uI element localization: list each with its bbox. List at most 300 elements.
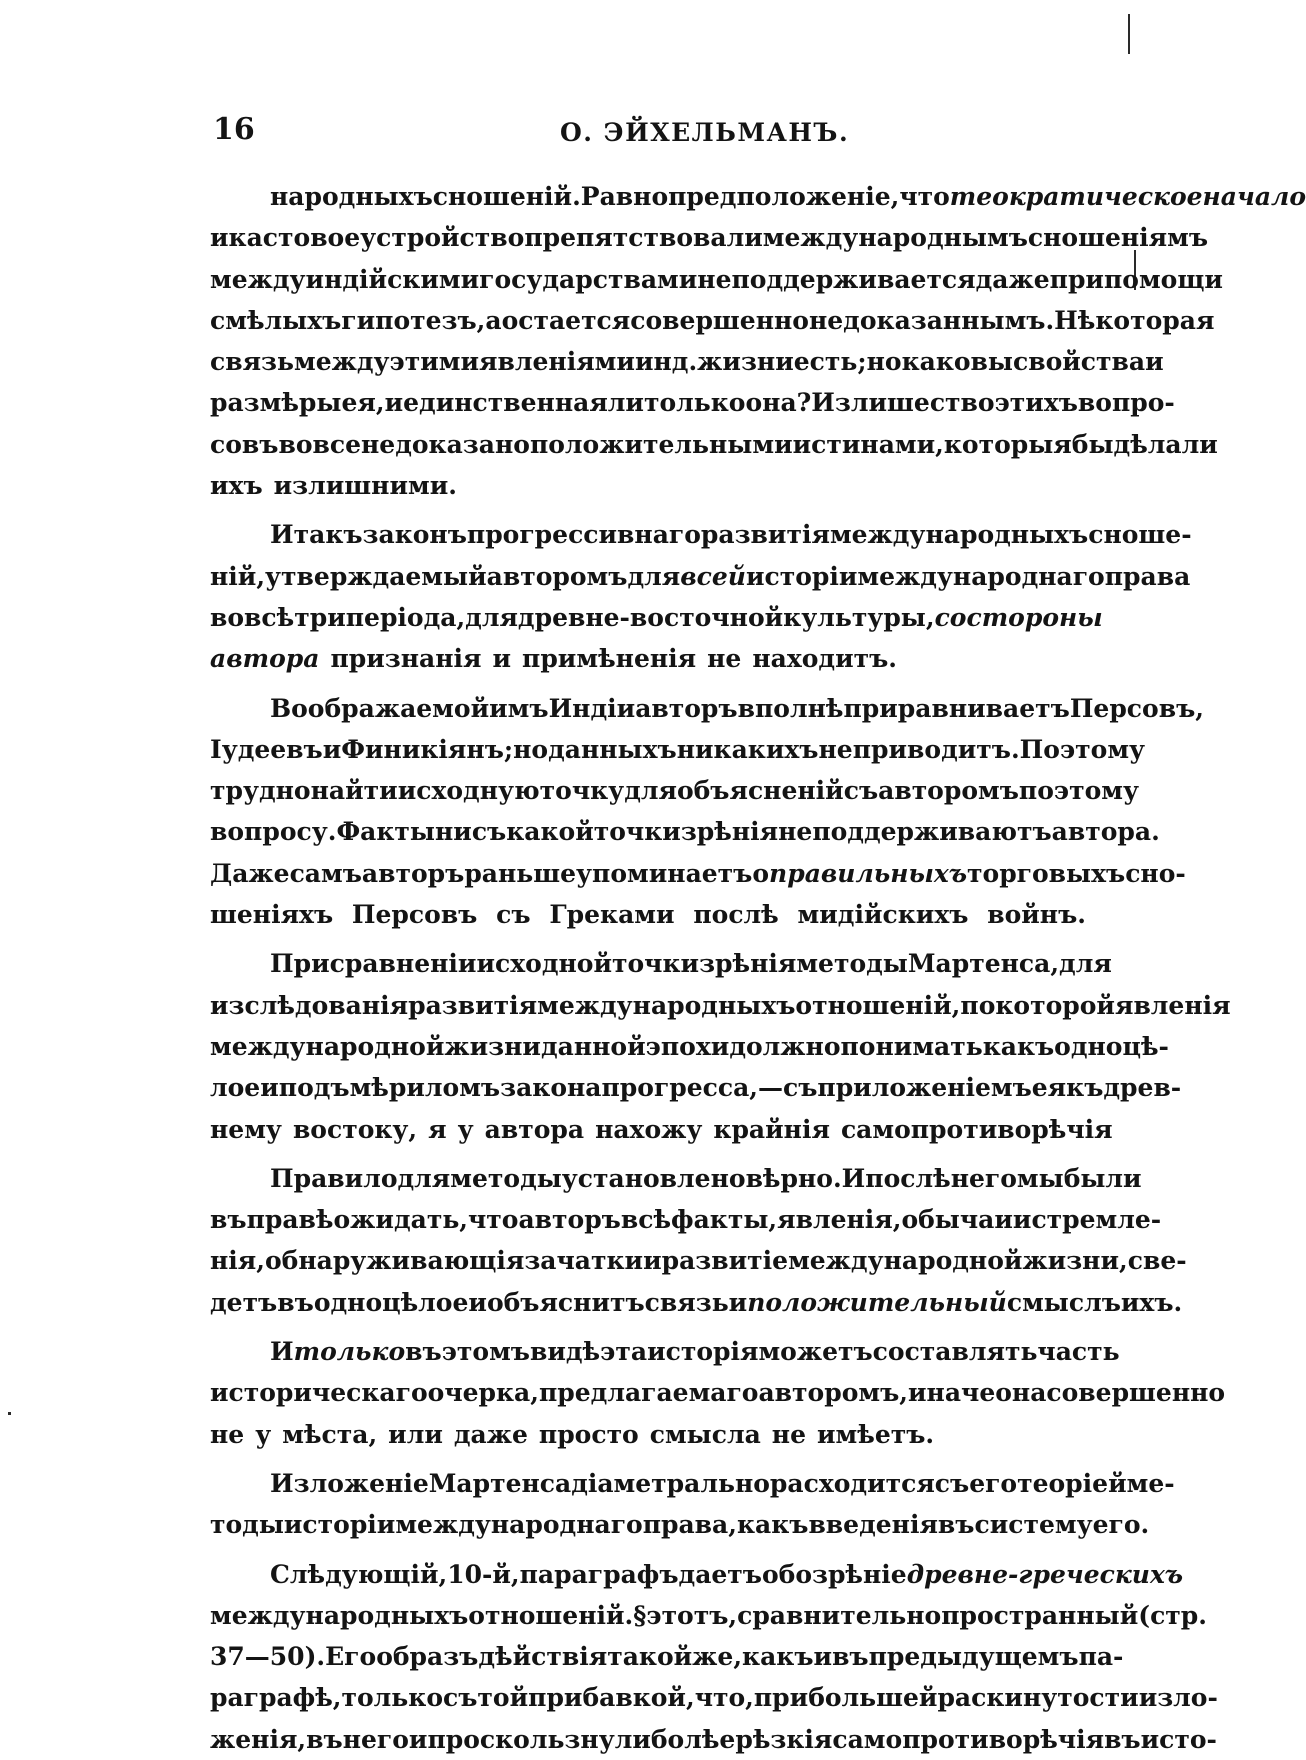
word: точку — [539, 776, 625, 806]
word: ея, — [341, 388, 385, 418]
word: Равно — [580, 182, 669, 211]
word: этому — [1053, 776, 1140, 806]
paragraph — [210, 176, 1306, 506]
word: международныхъ — [210, 1600, 469, 1630]
word: лое — [210, 1073, 261, 1103]
word: нахожу — [595, 1114, 703, 1144]
text-line — [210, 943, 1112, 984]
text-line — [210, 1158, 1142, 1199]
word: стороны — [966, 602, 1103, 632]
text-line — [210, 1636, 1124, 1677]
word: данной — [540, 1031, 646, 1061]
word: Воображаемой — [270, 693, 490, 723]
word: поддерживаютъ — [812, 817, 1052, 847]
word: точки — [593, 817, 681, 847]
word: вѣрно. — [745, 1163, 842, 1193]
text-line — [210, 382, 1175, 423]
word: часть — [1037, 1337, 1120, 1367]
running-head: О. ЭЙХЕЛЬМАНЪ. — [560, 118, 850, 147]
text-line — [210, 597, 1103, 638]
word: и — [643, 1246, 662, 1276]
word: развитія — [408, 990, 538, 1020]
word: которой — [995, 990, 1115, 1020]
word: его. — [1092, 1510, 1150, 1540]
word: о — [752, 858, 770, 888]
paragraph — [210, 1158, 1187, 1323]
word: сравненіи — [329, 949, 477, 979]
word: со — [934, 602, 967, 632]
word: закона — [500, 1073, 602, 1103]
word: совершенно — [630, 305, 809, 335]
text-line — [210, 1026, 1169, 1067]
word: въ — [210, 1205, 247, 1235]
word: жизни, — [1022, 1246, 1128, 1276]
word: смысла — [649, 1419, 761, 1449]
word: по — [960, 990, 996, 1020]
word: вопро- — [1077, 388, 1175, 418]
word: препятствовали — [524, 223, 763, 253]
word: § — [633, 1600, 647, 1630]
word: И — [270, 1337, 294, 1367]
text-line — [210, 1414, 1086, 1455]
word: тоды — [210, 1510, 284, 1540]
word: явленія — [1114, 990, 1231, 1020]
word: доказано — [395, 429, 530, 459]
paragraph — [210, 1331, 1226, 1455]
word: начало — [1202, 182, 1306, 211]
word: свойства — [1013, 347, 1146, 377]
word: сноше- — [1088, 520, 1192, 550]
text-line — [210, 1109, 1113, 1150]
word: у — [457, 1114, 474, 1144]
word: видѣ — [529, 1337, 601, 1367]
text-line — [210, 894, 1086, 935]
word: а — [485, 305, 502, 335]
paragraph — [210, 1463, 1175, 1546]
word: Слѣдующій, — [270, 1559, 448, 1589]
word: какъ — [982, 1031, 1055, 1061]
word: послѣ — [693, 900, 779, 930]
word: этими — [389, 347, 480, 377]
word: раньше — [464, 858, 577, 888]
word: приложеніемъ — [817, 1073, 1032, 1103]
word: эпохи — [645, 1031, 730, 1061]
word: прогресса,—съ — [601, 1073, 818, 1103]
word: приводитъ. — [852, 734, 1020, 764]
word: методы — [796, 949, 908, 979]
word: понимать — [840, 1031, 983, 1061]
word: этихъ — [994, 388, 1078, 418]
word: теократическое — [949, 182, 1203, 211]
text-line — [210, 556, 1191, 597]
word: мѣста, — [282, 1419, 378, 1449]
word: въ — [405, 1337, 442, 1367]
body-text — [210, 176, 1306, 1760]
word: При — [270, 949, 330, 979]
word: для — [1059, 949, 1112, 979]
word: Излишество — [811, 388, 995, 418]
word: развитія — [700, 520, 830, 550]
word: есть; — [793, 347, 867, 377]
word: я — [428, 1114, 447, 1144]
word: признанія — [330, 644, 482, 674]
word: кастовое — [228, 223, 361, 253]
word: гипотезъ, — [341, 305, 486, 335]
word: ожидать, — [333, 1205, 468, 1235]
word: развитіе — [661, 1246, 789, 1276]
word: востоку, — [292, 1114, 418, 1144]
word: пространный — [941, 1600, 1139, 1630]
word: прибавкой, — [528, 1683, 695, 1713]
word: трудно — [210, 776, 311, 806]
word: дѣлали — [1113, 429, 1218, 459]
word: установлено — [561, 1163, 746, 1193]
word: въ — [937, 1510, 975, 1540]
word: теоріей — [1017, 1468, 1127, 1498]
word: можетъ — [758, 1337, 873, 1367]
word: зачатки — [524, 1246, 644, 1276]
word: но — [513, 734, 549, 764]
word: объясненій — [676, 776, 844, 806]
word: недоказаннымъ. — [808, 305, 1055, 335]
word: не — [707, 644, 742, 674]
word: и — [1145, 347, 1164, 377]
word: не — [818, 734, 853, 764]
text-line — [210, 424, 1218, 465]
word: авторомъ, — [758, 1378, 908, 1408]
word: рѣзкія — [735, 1724, 833, 1754]
word: какъ — [742, 1642, 814, 1672]
word: послѣ — [865, 1163, 951, 1193]
text-line — [210, 770, 1140, 811]
word: автора — [210, 644, 320, 674]
word: къ — [1066, 1073, 1104, 1103]
word: даетъ — [678, 1559, 762, 1589]
text-line — [210, 465, 1086, 506]
word: большей — [808, 1683, 938, 1713]
word: Мартенса, — [907, 949, 1060, 979]
word: культуры, — [783, 602, 935, 632]
paragraph — [210, 943, 1231, 1149]
word: правильныхъ — [769, 858, 968, 888]
word: права — [1104, 561, 1191, 591]
word: Поэтому — [1019, 734, 1146, 764]
word: шеніяхъ — [210, 900, 334, 930]
word: по — [1018, 776, 1054, 806]
word: не — [771, 1419, 807, 1449]
word: Правило — [270, 1163, 398, 1193]
word: исторіи — [745, 561, 858, 591]
word: зрѣнія — [699, 949, 797, 979]
word: и — [210, 223, 229, 253]
text-line — [210, 1240, 1187, 1281]
word: международнымъ — [762, 223, 1028, 253]
text-line — [210, 853, 1186, 894]
word: поддерживается — [731, 264, 976, 294]
word: автора. — [1051, 817, 1160, 847]
word: цѣлое — [382, 1287, 469, 1317]
word: женія, — [210, 1724, 307, 1754]
word: введенія — [808, 1510, 938, 1540]
word: Нѣкоторая — [1054, 305, 1215, 335]
word: мидійскихъ — [797, 900, 969, 930]
word: самопротиворѣчія — [832, 1724, 1105, 1754]
word: жизни — [697, 347, 794, 377]
word: размѣры — [210, 388, 342, 418]
word: методы — [450, 1163, 562, 1193]
word: предлагаемаго — [538, 1378, 759, 1408]
word: международнаго — [857, 561, 1105, 591]
word: для — [624, 776, 677, 806]
word: сравнительно — [737, 1600, 942, 1630]
word: и — [728, 1287, 748, 1317]
word: Изложеніе — [270, 1468, 429, 1498]
word: самъ — [289, 858, 362, 888]
page-number: 16 — [213, 112, 255, 147]
word: Греками — [549, 900, 675, 930]
word: ихъ. — [1120, 1287, 1183, 1317]
word: индійскими — [305, 264, 480, 294]
word: устройство — [360, 223, 525, 253]
word: древне-греческихъ — [906, 1559, 1184, 1589]
text-line — [210, 1199, 1162, 1240]
text-line — [210, 341, 1164, 382]
word: (стр. — [1138, 1600, 1207, 1630]
word: народныхъ — [270, 182, 433, 211]
text-line — [210, 688, 1204, 729]
paragraph — [210, 1554, 1218, 1760]
word: Персовъ, — [1069, 693, 1204, 723]
text-line — [210, 514, 1192, 555]
text-line — [210, 300, 1215, 341]
text-line — [210, 729, 1146, 770]
scan-artifact-mark — [8, 1412, 11, 1415]
word: государствами — [479, 264, 698, 294]
word: только — [293, 1337, 406, 1367]
word: должно — [729, 1031, 841, 1061]
word: отношеній, — [795, 990, 961, 1020]
word: не — [697, 264, 732, 294]
word: она? — [745, 388, 812, 418]
word: съ — [496, 900, 531, 930]
word: инд. — [634, 347, 698, 377]
word: расходится — [769, 1468, 935, 1498]
word: войнъ. — [987, 900, 1086, 930]
word: съ — [843, 776, 879, 806]
word: и — [468, 1287, 487, 1317]
word: излишними. — [273, 471, 457, 501]
paragraph — [210, 514, 1192, 679]
word: ме- — [1126, 1468, 1175, 1498]
word: между — [210, 264, 306, 294]
word: предыдущемъ — [868, 1642, 1079, 1672]
word: крайнія — [713, 1114, 830, 1144]
text-line — [210, 1067, 1182, 1108]
word: одно — [1054, 1031, 1123, 1061]
word: исто- — [1140, 1724, 1217, 1754]
word: 10-й, — [447, 1559, 520, 1589]
word: па- — [1078, 1642, 1124, 1672]
word: автора — [484, 1114, 585, 1144]
word: съ — [934, 1468, 970, 1498]
text-line — [210, 1463, 1175, 1504]
word: только — [643, 388, 746, 418]
word: въ — [277, 1287, 314, 1317]
word: въ — [1104, 1724, 1141, 1754]
word: нія, — [210, 1246, 265, 1276]
word: бы — [1071, 429, 1114, 459]
word: эта — [600, 1337, 648, 1367]
word: или — [388, 1419, 443, 1449]
word: въ — [306, 1724, 343, 1754]
word: иначе — [907, 1378, 996, 1408]
word: помощи — [1103, 264, 1223, 294]
word: обозрѣніе — [761, 1559, 907, 1589]
text-line — [210, 985, 1231, 1026]
word: даже — [975, 264, 1050, 294]
text-line — [210, 1282, 1183, 1323]
word: связь — [210, 347, 294, 377]
word: смыслъ — [1006, 1287, 1121, 1317]
word: какъ — [736, 1510, 809, 1540]
word: связь — [644, 1287, 729, 1317]
word: никакихъ — [676, 734, 819, 764]
word: составлять — [872, 1337, 1038, 1367]
word: исторіи — [283, 1510, 396, 1540]
word: упоминаетъ — [576, 858, 753, 888]
word: единственная — [403, 388, 608, 418]
word: авторъ — [635, 693, 738, 723]
word: даже — [453, 1419, 528, 1449]
word: для — [397, 1163, 451, 1193]
text-line — [210, 1372, 1226, 1413]
word: каковы — [901, 347, 1013, 377]
word: раскинутости — [937, 1683, 1139, 1713]
word: съ — [443, 1683, 478, 1713]
word: проскользнули — [427, 1724, 651, 1754]
word: какой — [506, 817, 594, 847]
word: историческаго — [210, 1378, 428, 1408]
word: діаметрально — [571, 1468, 770, 1498]
word: всей — [680, 561, 746, 591]
word: исходную — [397, 776, 540, 806]
text-line — [210, 259, 1223, 300]
word: совъ — [210, 429, 279, 459]
word: она — [995, 1378, 1047, 1408]
word: и — [408, 1724, 428, 1754]
word: и — [260, 1073, 279, 1103]
word: параграфъ — [519, 1559, 679, 1589]
word: были — [1063, 1163, 1142, 1193]
word: но — [866, 347, 902, 377]
word: обычаи — [901, 1205, 1013, 1235]
word: при — [753, 1683, 809, 1713]
word: мы — [1016, 1163, 1064, 1193]
word: Факты — [336, 817, 435, 847]
word: международной — [210, 1031, 445, 1061]
word: точки — [612, 949, 700, 979]
word: его — [969, 1468, 1018, 1498]
word: болѣе — [650, 1724, 736, 1754]
word: три — [294, 602, 346, 632]
word: имъ — [489, 693, 549, 723]
text-line — [210, 1677, 1218, 1718]
word: ни — [434, 817, 472, 847]
text-line — [210, 217, 1209, 258]
text-line — [210, 176, 1306, 217]
text-line — [210, 1719, 1217, 1760]
word: нему — [210, 1114, 282, 1144]
word: приравниваетъ — [843, 693, 1070, 723]
word: изло- — [1138, 1683, 1218, 1713]
word: періода, — [345, 602, 466, 632]
word: этотъ, — [646, 1600, 738, 1630]
word: всѣ — [620, 1205, 672, 1235]
word: и — [384, 388, 404, 418]
word: и — [322, 734, 342, 764]
word: древне-восточной — [517, 602, 784, 632]
word: древ- — [1103, 1073, 1182, 1103]
word: самопротиворѣчія — [840, 1114, 1113, 1144]
word: найти — [310, 776, 398, 806]
text-line — [210, 638, 1086, 679]
word: объяснитъ — [486, 1287, 645, 1317]
word: зрѣнія — [680, 817, 779, 847]
word: правѣ — [246, 1205, 334, 1235]
word: во — [210, 602, 245, 632]
word: Мартенса — [428, 1468, 572, 1498]
word: смѣлыхъ — [210, 305, 342, 335]
word: положительными — [529, 429, 793, 459]
word: отношеній. — [468, 1600, 634, 1630]
word: между — [293, 347, 390, 377]
word: такой — [607, 1642, 693, 1672]
word: явленія, — [777, 1205, 902, 1235]
word: Финикіянъ; — [341, 734, 514, 764]
word: законъ — [362, 520, 467, 550]
word: съ — [471, 817, 507, 847]
word: просто — [538, 1419, 639, 1449]
text-line — [210, 1331, 1120, 1372]
word: Его — [325, 1642, 377, 1672]
word: И — [841, 1163, 866, 1193]
word: авторъ — [518, 1205, 621, 1235]
word: этомъ — [441, 1337, 530, 1367]
word: международнаго — [395, 1510, 643, 1540]
word: жизни — [444, 1031, 541, 1061]
word: детъ — [210, 1287, 278, 1317]
word: торговыхъ — [967, 858, 1126, 888]
word: примѣненія — [522, 644, 697, 674]
word: вопросу. — [210, 817, 337, 847]
word: ли — [607, 388, 644, 418]
text-line — [210, 811, 1160, 852]
word: остается — [501, 305, 631, 335]
word: сно- — [1125, 858, 1186, 888]
text-line — [210, 1504, 1150, 1545]
word: него — [342, 1724, 409, 1754]
word: международныхъ — [829, 520, 1089, 550]
word: международной — [788, 1246, 1023, 1276]
word: 37—50). — [210, 1642, 326, 1672]
word: не — [361, 429, 396, 459]
word: изслѣдованія — [210, 990, 409, 1020]
word: что — [468, 1205, 519, 1235]
word: для — [465, 602, 518, 632]
word: утверждаемый — [265, 561, 487, 591]
word: имѣетъ. — [817, 1419, 935, 1449]
word: и — [492, 644, 512, 674]
